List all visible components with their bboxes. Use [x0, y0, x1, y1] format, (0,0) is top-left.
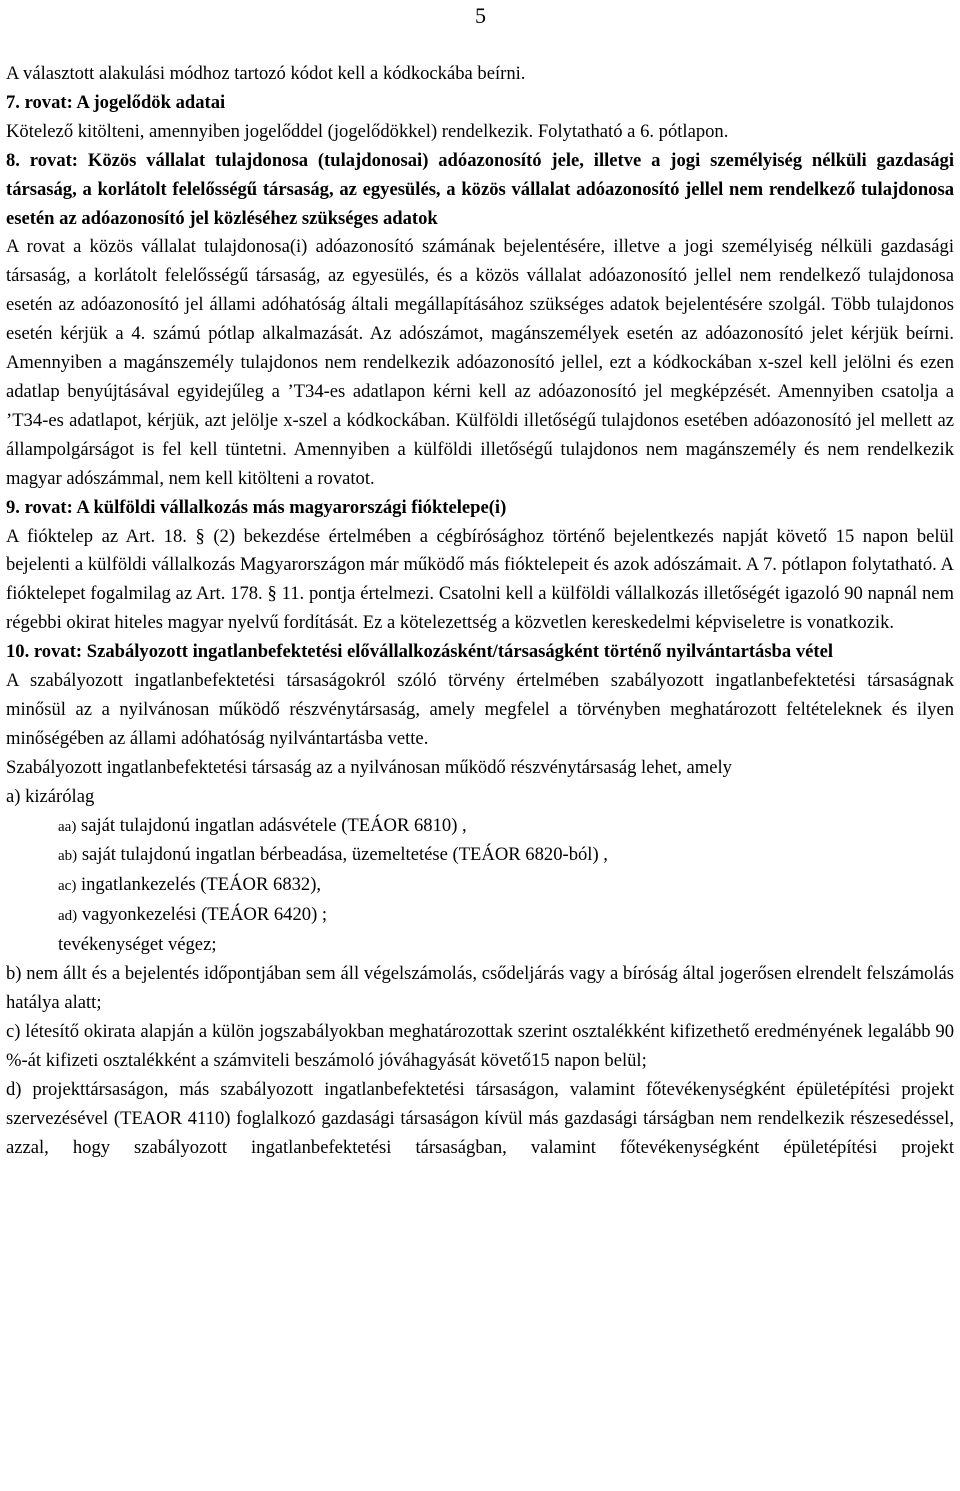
- section-10-body-2: Szabályozott ingatlanbefektetési társaság az a nyilvánosan működő részvénytársaság lehet, amely: [6, 756, 732, 778]
- intro-paragraph: A választott alakulási módhoz tartozó kódot kell a kódkockába beírni.: [6, 63, 526, 84]
- activity-line: tevékenységet végez;: [58, 934, 217, 956]
- list-item: [6, 812, 954, 842]
- section-7-heading: 7. rovat: A jogelődök adatai: [6, 91, 226, 113]
- section-8-heading: 8. rovat: Közös vállalat tulajdonosa (tulajdonosai) adóazonosító jele, illetve a jogi személyiség nélküli gazdasági társaság, a korlátolt felelősségű társaság, az egyesülés, a közös vállalat adóazonosító jellel nem rendelkező tulajdonosa esetén az adóazonosító jel közléséhez szükséges adatok: [6, 149, 954, 229]
- list-item-text: saját tulajdonú ingatlan adásvétele (TEÁOR 6810) ,: [80, 814, 467, 836]
- section-10-body-1: A szabályozott ingatlanbefektetési társaságokról szóló törvény értelmében szabályozott ingatlanbefektetési társaságnak minősül az a nyilvánosan működő részvénytársaság, amely megfelel a törvényben meghatározott feltételeknek és ilyen minőségében az állami adóhatóság nyilvántartásba vette.: [6, 670, 954, 749]
- condition-d: d) projekttársaságon, más szabályozott ingatlanbefektetési társaságon, valamint főtevékenységként épületépítési projekt szervezésével (TEAOR 4110) foglalkozó gazdasági társaságon kívül más gazdasági társágban nem rendelkezik részesedéssel, azzal, hogy szabályozott ingatlanbefektetési társaságban, valamint főtevékenységként épületépítési projekt: [6, 1078, 954, 1158]
- condition-a: a) kizárólag: [6, 785, 95, 807]
- condition-b: b) nem állt és a bejelentés időpontjában sem áll végelszámolás, csődeljárás vagy a bíróság által jogerősen elrendelt felszámolás hatálya alatt;: [6, 963, 954, 1013]
- list-item-text: saját tulajdonú ingatlan bérbeadása, üzemeltetése (TEÁOR 6820-ból) ,: [81, 844, 608, 866]
- condition-c: c) létesítő okirata alapján a külön jogszabályokban meghatározottak szerint osztalékként kifizethető eredményének legalább 90 %-át kifizeti osztalékként a számviteli beszámoló jóváhagyását követő15 napon belül;: [6, 1020, 954, 1071]
- list-item: [6, 901, 954, 931]
- list-item: [6, 841, 954, 871]
- section-10-heading: 10. rovat: Szabályozott ingatlanbefektetési elővállalkozásként/társaságként történő nyilvántartásba vétel: [6, 641, 834, 663]
- list-item-key: aa): [58, 818, 77, 835]
- section-9-heading: 9. rovat: A külföldi vállalkozás más magyarországi fióktelepe(i): [6, 496, 507, 518]
- list-item-key: ac): [58, 878, 77, 895]
- section-7-body: Kötelező kitölteni, amennyiben jogelőddel (jogelődökkel) rendelkezik. Folytatható a 6. pótlapon.: [6, 120, 729, 142]
- section-9-body: A fióktelep az Art. 18. § (2) bekezdése értelmében a cégbírósághoz történő bejelentkezés napját követő 15 napon belül bejelenti a külföldi vállalkozás Magyarországon már működő más fióktelepeit és azok adószámait. A 7. pótlapon folytatható. A fióktelepet fogalmilag az Art. 178. § 11. pontja értelmezi. Csatolni kell a külföldi vállalkozás illetőségét igazoló 90 napnál nem régebbi okirat hiteles magyar nyelvű fordítását. Ez a kötelezettség a közvetlen kereskedelmi képviseletre is vonatkozik.: [6, 525, 954, 634]
- list-item: [6, 871, 954, 901]
- list-item-key: ab): [58, 848, 78, 865]
- list-item-text: ingatlankezelés (TEÁOR 6832),: [80, 874, 322, 896]
- page-number: 5: [475, 3, 486, 28]
- section-8-body: A rovat a közös vállalat tulajdonosa(i) adóazonosító számának bejelentésére, illetve a jogi személyiség nélküli gazdasági társaság, a korlátolt felelősségű társaság, az egyesülés, és a közös vállalat adóazonosító jellel nem rendelkező tulajdonosa esetén az adóazonosító jel állami adóhatóság általi megállapításához szükséges adatok bejelentésére szolgál. Több tulajdonos esetén kérjük a 4. számú pótlap alkalmazását. Az adószámot, magánszemélyek esetén az adóazonosító jelet kérjük beírni. Amennyiben a magánszemély tulajdonos nem rendelkezik adóazonosító jellel, ezt a kódkockában x-szel kell jelölni és ezen adatlap benyújtásával egyidejűleg a ’T34-es adatlapon kérni kell az adóazonosító jel megképzését. Amennyiben csatolja a ’T34-es adatlapot, kérjük, azt jelölje x-szel a kódkockában. Külföldi illetőségű tulajdonos esetében adóazonosító jel mellett az állampolgárságot is fel kell tüntetni. Amennyiben a külföldi illetőségű tulajdonos nem magánszemély és nem rendelkezik magyar adószámmal, nem kell kitölteni a rovatot.: [6, 236, 954, 489]
- page-content: [6, 60, 954, 1162]
- list-item-text: vagyonkezelési (TEÁOR 6420) ;: [81, 904, 328, 926]
- list-item-key: ad): [58, 908, 78, 925]
